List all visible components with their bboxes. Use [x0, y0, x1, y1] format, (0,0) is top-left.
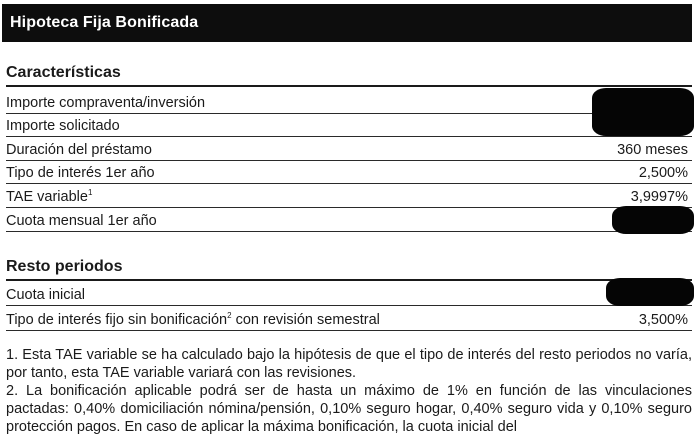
row-label: Importe compraventa/inversión — [6, 95, 206, 111]
row-importe-solicitado — [6, 115, 692, 137]
row-tipo-interes-1er-ano — [6, 162, 692, 184]
section-heading-resto-periodos — [6, 258, 692, 281]
document-title: Hipoteca Fija Bonificada — [10, 14, 199, 31]
row-value: 3,500% — [638, 312, 688, 328]
row-label-suffix: con revisión semestral — [231, 312, 380, 328]
redaction-block-importes — [592, 88, 694, 136]
section-heading-resto-text: Resto periodos — [6, 258, 123, 275]
row-label-text: Tipo de interés fijo sin bonificación — [6, 312, 228, 328]
section-heading-caracteristicas — [6, 64, 692, 87]
row-label — [6, 189, 92, 205]
row-label: Cuota mensual 1er año — [6, 213, 157, 229]
footnote-marker: 1 — [87, 188, 93, 198]
row-cuota-mensual-1er-ano — [6, 210, 692, 232]
row-duracion-prestamo — [6, 139, 692, 161]
row-label: Cuota inicial — [6, 287, 85, 303]
redaction-block-cuota-mensual — [612, 206, 694, 234]
footnote-2: 2. La bonificación aplicable podrá ser de hasta un máximo de 1% en función de las vinculaciones pactadas: 0,40% domiciliación nómina/pensión, 0,10% seguro hogar, 0,40% seguro vida y 0,10% seguro protección pagos. En caso de aplicar la máxima bonificación, la cuota inicial del — [6, 383, 692, 435]
section-heading-caracteristicas-text: Características — [6, 64, 121, 81]
document-title-bar — [2, 4, 692, 42]
row-importe-compraventa — [6, 92, 692, 114]
footnote-marker: 2 — [227, 311, 232, 321]
redaction-block-cuota-inicial — [606, 278, 694, 306]
footnotes — [6, 346, 692, 436]
row-tae-variable — [6, 186, 692, 208]
row-label: Importe solicitado — [6, 118, 120, 134]
row-label — [6, 312, 380, 328]
row-tipo-interes-fijo — [6, 309, 692, 331]
row-value: 3,9997% — [630, 189, 688, 205]
footnote-1: 1. Esta TAE variable se ha calculado bajo la hipótesis de que el tipo de interés del resto periodos no varía, por tanto, esta TAE variable variará con las revisiones. — [6, 347, 692, 381]
row-cuota-inicial — [6, 284, 692, 306]
row-label: Tipo de interés 1er año — [6, 165, 155, 181]
row-value: 360 meses — [617, 142, 688, 158]
row-label-text: TAE variable — [6, 189, 88, 205]
row-value: 2,500% — [638, 165, 688, 181]
row-label: Duración del préstamo — [6, 142, 152, 158]
